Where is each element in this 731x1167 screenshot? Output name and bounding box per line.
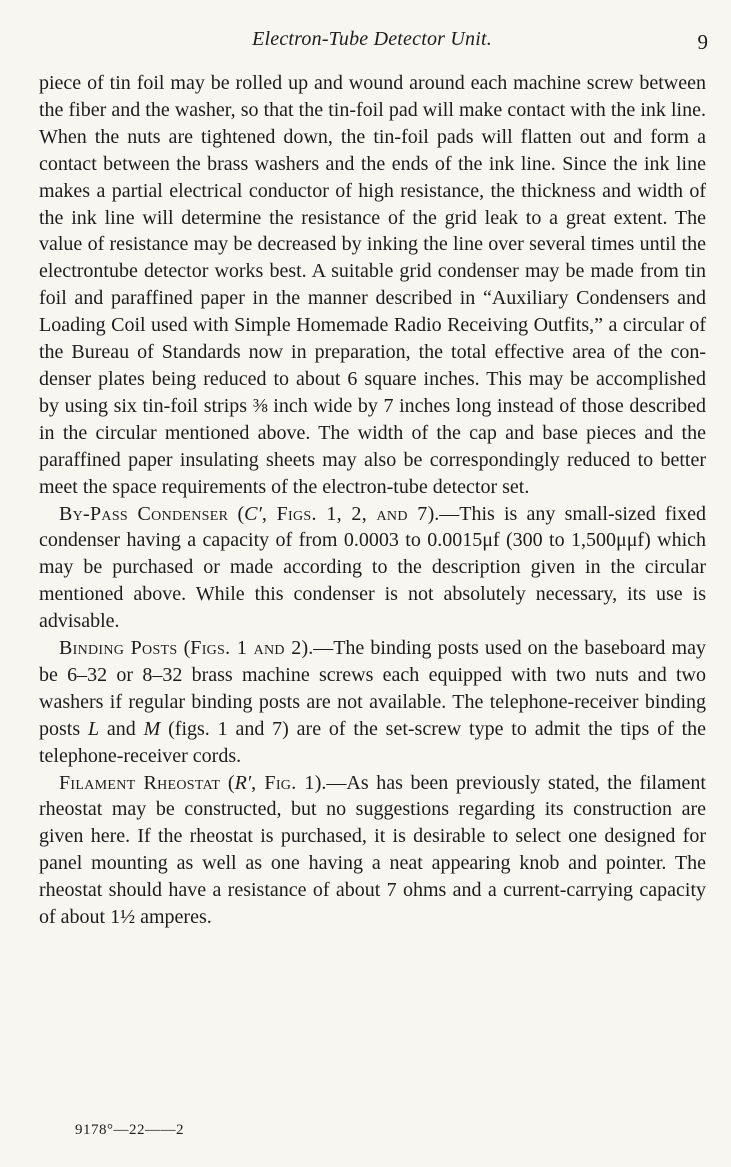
paragraph-text: (figs. 1 and 7) are of the set-screw type to admit the tips of the telephone-receiver cords. — [39, 717, 706, 767]
symbol-m: M — [143, 717, 161, 740]
printer-signature: 9178°—22——2 — [75, 1122, 184, 1138]
section-heading-by-pass-condenser: By-Pass Condenser — [59, 502, 229, 525]
paragraph-by-pass-condenser: By-Pass Condenser (C′, Figs. 1, 2, and 7).—This is any small-sized fixed condenser having a capacity of from 0.0003 to 0.0015μf (300 to 1,500μμf) which may be purchased or made according to the description given in the circular mentioned above. While this condenser is not absolutely necessary, its use is advisable. — [39, 502, 706, 633]
running-title: Electron-Tube Detector Unit. — [252, 28, 492, 50]
figure-reference: Figs. 1 and 2 — [190, 637, 302, 660]
section-heading-binding-posts: Binding Posts — [59, 637, 178, 660]
paragraph-text: The binding posts used on the baseboard may be 6–32 or 8–32 brass machine screws each equipped with two nuts and two washers if regular binding posts are not available. The telephone-receiver binding posts — [39, 637, 706, 740]
section-heading-filament-rheostat: Filament Rheostat — [59, 771, 221, 794]
paragraph-text: This is any small-sized fixed condenser having a capacity of from 0.0003 to 0.0015μf (300 to 1,500μμf) which may be purchased or made according to the description given in the circular mentioned above. While this condenser is not absolutely necessary, its use is advisable. — [39, 502, 706, 633]
page-number: 9 — [697, 30, 708, 54]
body-text — [39, 70, 706, 931]
paragraph-text: As has been previously stated, the filament rheostat may be constructed, but no suggestions regarding its construction are given here. If the rheostat is purchased, it is desirable to select one designed for panel mounting as well as one having a neat appearing knob and pointer. The rheostat should have a resistance of about 7 ohms and a current-carrying capacity of about 1½ amperes. — [39, 771, 706, 929]
paragraph-text: and — [99, 717, 144, 740]
figure-reference: , Fig. 1 — [251, 771, 315, 794]
figure-reference: , Figs. 1, 2, and 7 — [261, 502, 428, 525]
symbol-l: L — [87, 717, 100, 740]
symbol-c-prime: C′ — [244, 502, 262, 525]
paragraph-grid-leak-continued: piece of tin foil may be rolled up and wound around each machine screw between the fiber and the washer, so that the tin-foil pad will make contact with the ink line. When the nuts are tightened down, the tin-foil pads will flatten out and form a contact between the brass washers and the ends of the ink line. Since the ink line makes a partial electrical conductor of high resistance, the thickness and width of the ink line will determine the resistance of the grid leak to a great extent. The value of resistance may be decreased by inking the line over several times until the electrontube detector works best. A suitable grid condenser may be made from tin foil and paraffined paper in the manner described in “Auxiliary Condensers and Loading Coil used with Simple Homemade Radio Receiving Outfits,” a circular of the Bureau of Standards now in preparation, the total effective area of the condenser plates being reduced to about 6 square inches. This may be accomplished by using six tin-foil strips ⅜ inch wide by 7 inches long instead of those described in the circular mentioned above. The width of the cap and base pieces and the paraffined paper insulating sheets may also be correspondingly reduced to better meet the space requirements of the electron-tube detector set. — [39, 72, 706, 498]
paragraph-filament-rheostat: Filament Rheostat (R′, Fig. 1).—As has been previously stated, the filament rheostat may be constructed, but no suggestions regarding its construction are given here. If the rheostat is purchased, it is desirable to select one designed for panel mounting as well as one having a neat appearing knob and pointer. The rheostat should have a resistance of about 7 ohms and a current-carrying capacity of about 1½ amperes. — [39, 771, 706, 929]
symbol-r-prime: R′ — [234, 771, 252, 794]
running-head — [36, 28, 708, 56]
paragraph-binding-posts: Binding Posts (Figs. 1 and 2).—The binding posts used on the baseboard may be 6–32 or 8–32 brass machine screws each equipped with two nuts and two washers if regular binding posts are not available. The telephone-receiver binding posts L and M (figs. 1 and 7) are of the set-screw type to admit the tips of the telephone-receiver cords. — [39, 637, 706, 767]
